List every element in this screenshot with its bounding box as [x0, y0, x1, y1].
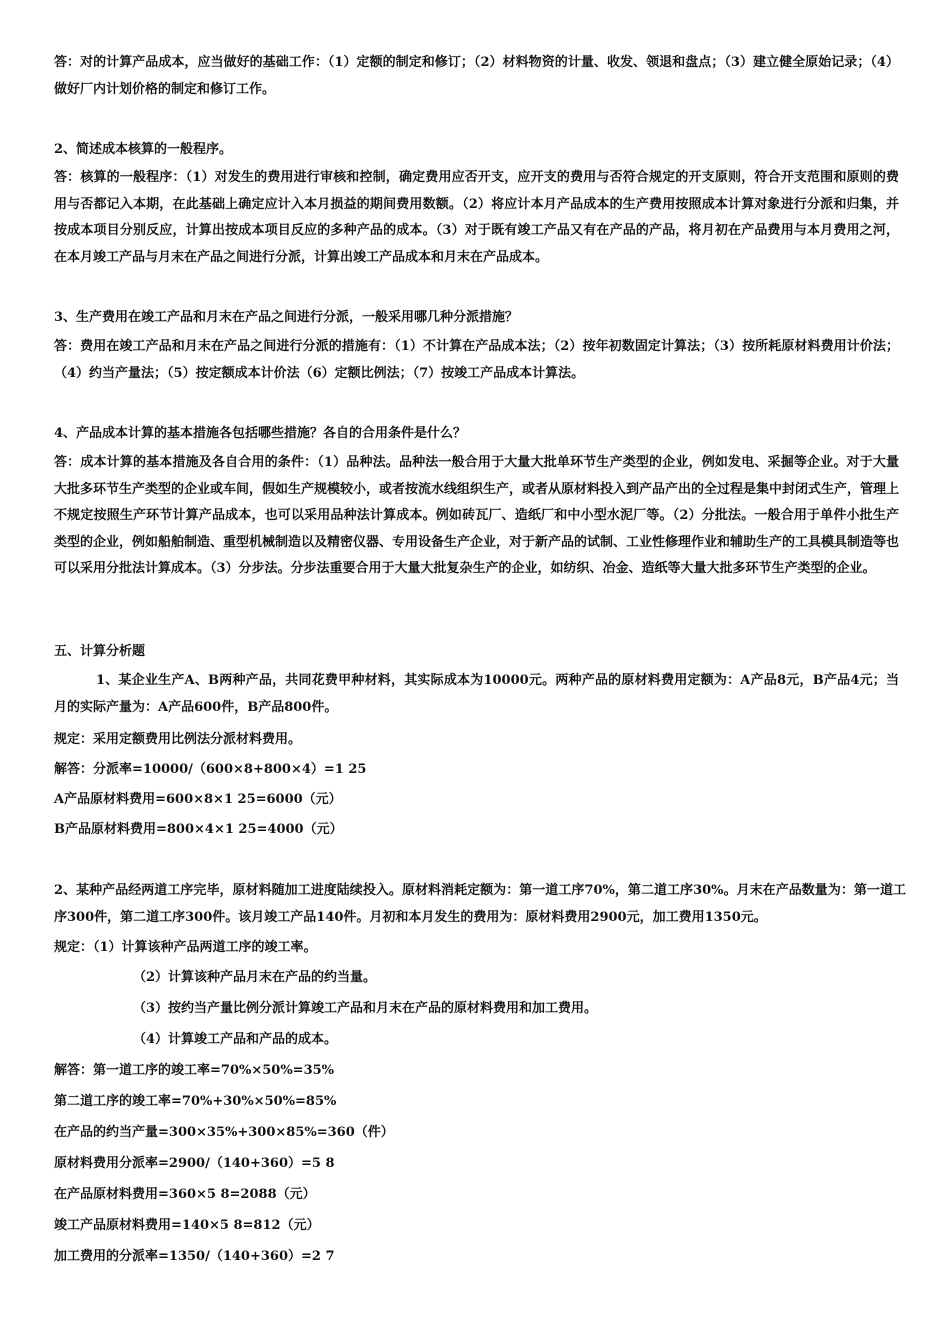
problem-2: 2、某种产品经两道工序完毕，原材料随加工进度陆续投入。原材料消耗定额为：第一道工序70%，第二道工序30%。月末在产品数量为：第一道工序300件，第二道工序300件。该月竣工产品140件。月初和本月发生的费用为：原材料费用2900元，加工费用1350元。 — [54, 883, 906, 925]
problem-1-solution-line: A产品原材料费用=600×8×1 25=6000（元） — [54, 792, 342, 807]
problem-1-requirement: 规定：采用定额费用比例法分派材料费用。 — [54, 732, 302, 747]
answer-1: 答：对的计算产品成本，应当做好的基础工作：（1）定额的制定和修订；（2）材料物资的计量、收发、领退和盘点；（3）建立健全原始记录；（4）做好厂内计划价格的制定和修订工作。 — [54, 55, 899, 97]
section-heading: 五、计算分析题 — [54, 644, 146, 659]
problem-1-solution-line: B产品原材料费用=800×4×1 25=4000（元） — [54, 822, 343, 837]
problem-2-solution-line: 原材料费用分派率=2900/（140+360）=5 8 — [54, 1156, 335, 1171]
question-3: 3、生产费用在竣工产品和月末在产品之间进行分派，一般采用哪几种分派措施？ — [54, 310, 519, 325]
problem-2-requirement: （3）按约当产量比例分派计算竣工产品和月末在产品的原材料费用和加工费用。 — [133, 1001, 598, 1016]
question-2: 2、简述成本核算的一般程序。 — [54, 142, 233, 157]
problem-2-solution-line: 在产品的约当产量=300×35%+300×85%=360（件） — [54, 1125, 394, 1140]
answer-3: 答：费用在竣工产品和月末在产品之间进行分派的措施有：（1）不计算在产品成本法；（2）按年初数固定计算法；（3）按所耗原材料费用计价法；（4）约当产量法；（5）按定额成本计价法（6）定额比例法；（7）按竣工产品成本计算法。 — [54, 339, 899, 381]
problem-2-requirement: （2）计算该种产品月末在产品的约当量。 — [133, 970, 377, 985]
problem-1-solution-line: 解答：分派率=10000/（600×8+800×4）=1 25 — [54, 762, 367, 777]
problem-2-solution-line: 第二道工序的竣工率=70%+30%×50%=85% — [54, 1094, 337, 1109]
problem-2-solution-line: 解答：第一道工序的竣工率=70%×50%=35% — [54, 1063, 335, 1078]
answer-2: 答：核算的一般程序：（1）对发生的费用进行审核和控制，确定费用应否开支，应开支的费用与否符合规定的开支原则，符合开支范围和原则的费用与否都记入本期，在此基础上确定应计入本月损益的期间费用数额。（2）将应计本月产品成本的生产费用按照成本计算对象进行分派和归集，并按成本项目分别反应，计算出按成本项目反应的多种产品的成本。（3）对于既有竣工产品又有在产品的产品，将月初在产品费用与本月费用之河，在本月竣工产品与月末在产品之间进行分派，计算出竣工产品成本和月末在产品成本。 — [54, 170, 899, 265]
problem-2-solution-line: 竣工产品原材料费用=140×5 8=812（元） — [54, 1218, 320, 1233]
problem-2-requirement: 规定：（1）计算该种产品两道工序的竣工率。 — [54, 940, 317, 955]
problem-2-solution-line: 加工费用的分派率=1350/（140+360）=2 7 — [54, 1249, 335, 1264]
problem-2-requirement: （4）计算竣工产品和产品的成本。 — [133, 1032, 338, 1047]
problem-2-solution-line: 在产品原材料费用=360×5 8=2088（元） — [54, 1187, 316, 1202]
answer-4: 答：成本计算的基本措施及各自合用的条件：（1）品种法。品种法一般合用于大量大批单环节生产类型的企业，例如发电、采掘等企业。对于大量大批多环节生产类型的企业或车间，假如生产规模较小，或者按流水线组织生产，或者从原材料投入到产品产出的全过程是集中封闭式生产，管理上不规定按照生产环节计算产品成本，也可以采用品种法计算成本。例如砖瓦厂、造纸厂和中小型水泥厂等。（2）分批法。一般合用于单件小批生产类型的企业，例如船舶制造、重型机械制造以及精密仪器、专用设备生产企业，对于新产品的试制、工业性修理作业和辅助生产的工具模具制造等也可以采用分批法计算成本。（3）分步法。分步法重要合用于大量大批复杂生产的企业，如纺织、冶金、造纸等大量大批多环节生产类型的企业。 — [54, 455, 900, 576]
question-4: 4、产品成本计算的基本措施各包括哪些措施？各自的合用条件是什么？ — [54, 426, 467, 441]
problem-1: 1、某企业生产A、B两种产品，共同花费甲种材料，其实际成本为10000元。两种产品的原材料费用定额为：A产品8元，B产品4元；当月的实际产量为：A产品600件，B产品800件。 — [54, 673, 899, 715]
